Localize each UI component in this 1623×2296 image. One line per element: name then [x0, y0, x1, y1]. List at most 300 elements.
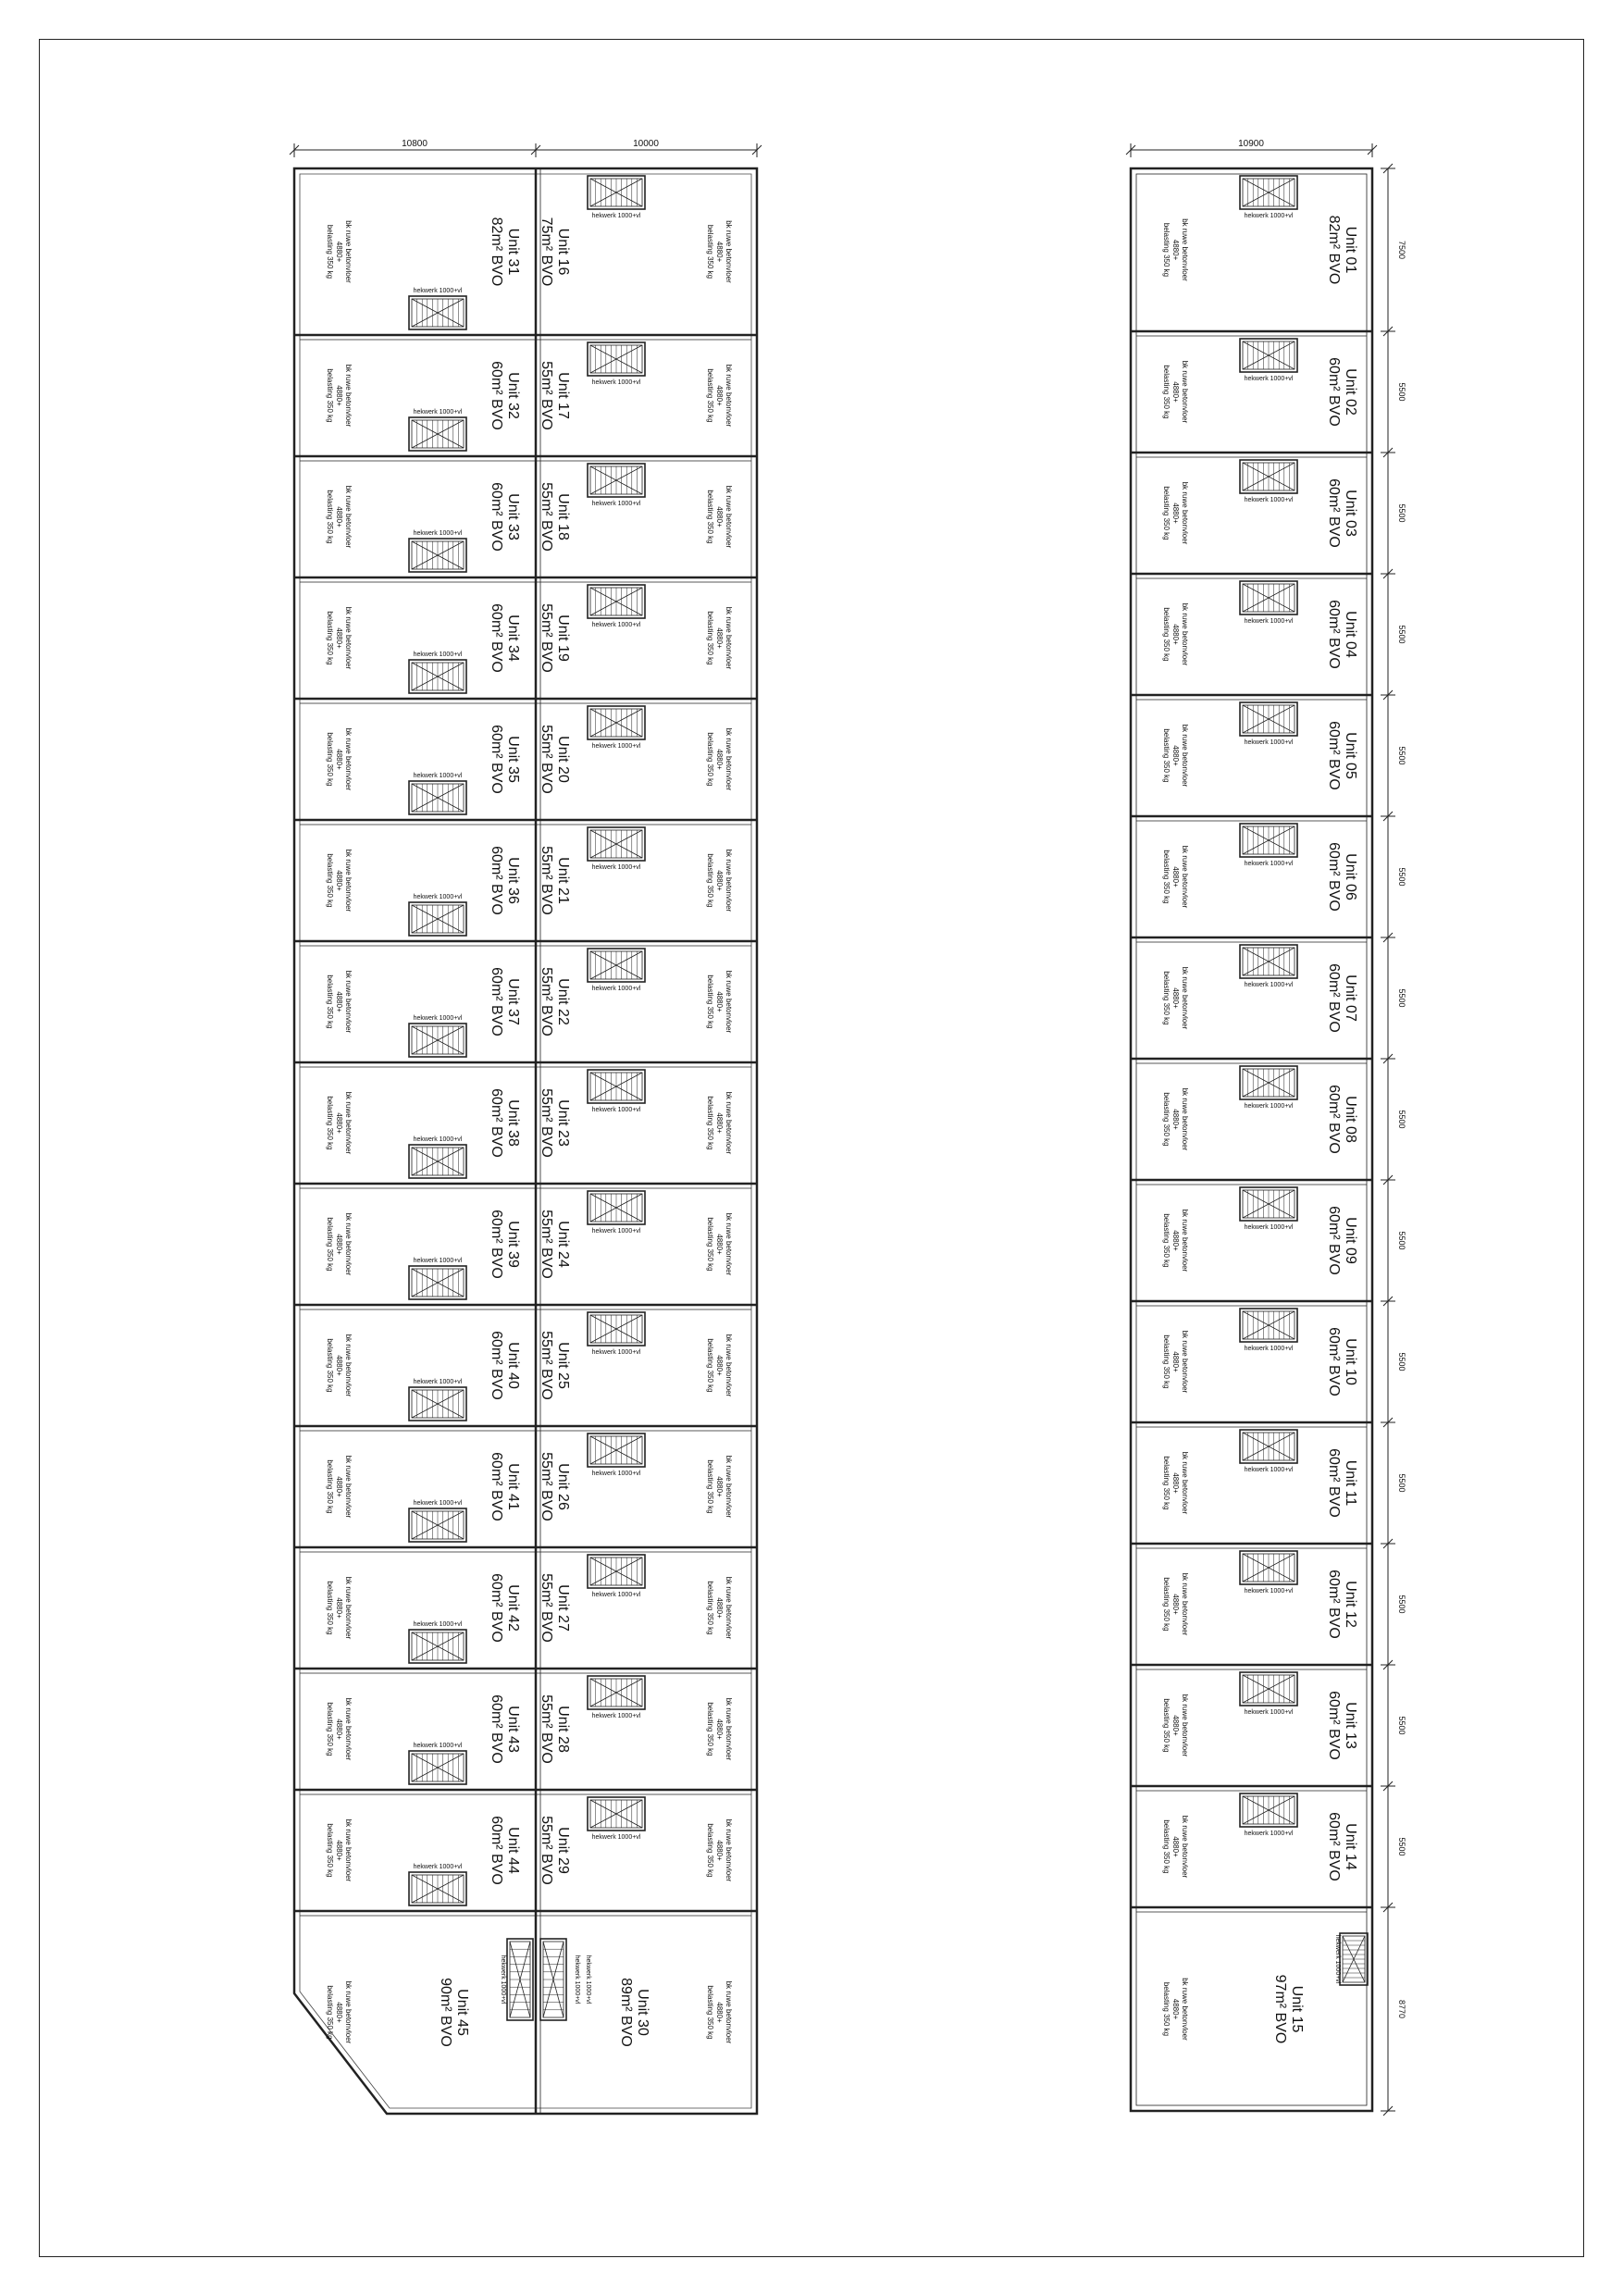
- unit-number: Unit 10: [1343, 1338, 1358, 1385]
- floor-note-line3: belasting 350 kg: [326, 1459, 334, 1514]
- stair-void-icon: [1240, 339, 1297, 372]
- floor-note-line1: bk ruwe betonvloer: [725, 1455, 733, 1519]
- floor-note-line1: bk ruwe betonvloer: [725, 220, 733, 283]
- floor-note-line2: 4880+: [335, 1719, 343, 1740]
- floor-note: [706, 1819, 733, 1882]
- floor-note-line1: bk ruwe betonvloer: [725, 485, 733, 549]
- dimension-label: 10000: [633, 139, 659, 149]
- floor-note-line2: 4880+: [335, 1112, 343, 1134]
- dimension-label: 5500: [1397, 382, 1406, 402]
- floor-note-line3: belasting 350 kg: [1162, 1698, 1171, 1753]
- floor-note-line3: belasting 350 kg: [1162, 1092, 1171, 1147]
- railing-label: hekwerk 1000+vl: [591, 213, 641, 219]
- unit-label: [489, 725, 521, 794]
- unit-area: 55m² BVO: [539, 482, 554, 552]
- unit-number: Unit 12: [1343, 1581, 1358, 1628]
- floor-note: [706, 607, 733, 670]
- floor-note-line1: bk ruwe betonvloer: [1181, 1572, 1189, 1636]
- floor-note-line3: belasting 350 kg: [1162, 1819, 1171, 1874]
- unit-area: 55m² BVO: [539, 1210, 554, 1279]
- stair-void-icon: [1340, 1933, 1368, 1985]
- unit-number: Unit 15: [1289, 1985, 1305, 2033]
- floor-note-line1: bk ruwe betonvloer: [344, 1334, 353, 1397]
- floor-note-line2: 4880+: [335, 1840, 343, 1861]
- unit-area: 55m² BVO: [539, 1452, 554, 1521]
- railing-label: hekwerk 1000+vl: [413, 1379, 463, 1385]
- floor-note: [706, 1456, 733, 1519]
- railing-label: hekwerk 1000+vl: [413, 1743, 463, 1749]
- unit-number: Unit 14: [1343, 1823, 1358, 1870]
- unit-number: Unit 38: [505, 1099, 521, 1147]
- floor-note: [1162, 1331, 1189, 1394]
- unit-number: Unit 13: [1343, 1702, 1358, 1749]
- floor-note-line2: 4880+: [1171, 1472, 1180, 1494]
- unit-number: Unit 05: [1343, 732, 1358, 779]
- railing-label: hekwerk 1000+vl: [413, 773, 463, 779]
- unit-label: [489, 1210, 521, 1279]
- unit-number: Unit 17: [555, 372, 571, 419]
- floor-note-line2: 4880+: [335, 1476, 343, 1497]
- unit-number: Unit 26: [555, 1463, 571, 1510]
- stair-void-icon: [1240, 581, 1297, 614]
- floor-note: [326, 1456, 353, 1519]
- railing-label: hekwerk 1000+vl: [413, 1621, 463, 1628]
- floor-note-line3: belasting 350 kg: [706, 1985, 714, 2040]
- unit-label: [618, 1978, 650, 2047]
- unit-label: [1326, 1206, 1358, 1275]
- floor-note-line1: bk ruwe betonvloer: [725, 727, 733, 791]
- unit-area: 60m² BVO: [489, 1210, 504, 1279]
- stair-void-icon: [588, 1070, 645, 1103]
- unit-area: 60m² BVO: [489, 725, 504, 794]
- railing-label: hekwerk 1000+vl: [1244, 1831, 1294, 1837]
- floor-note-line1: bk ruwe betonvloer: [1181, 1451, 1189, 1515]
- railing-label: hekwerk 1000+vl: [413, 1136, 463, 1143]
- floor-note-line2: 4880+: [715, 1112, 724, 1134]
- unit-label: [489, 967, 521, 1036]
- floor-note: [706, 971, 733, 1034]
- floor-note: [1162, 361, 1189, 424]
- dimension-label: 5500: [1397, 1837, 1406, 1856]
- unit-area: 55m² BVO: [539, 1088, 554, 1158]
- unit-label: [1326, 963, 1358, 1033]
- dimension-label: 8770: [1397, 1999, 1406, 2019]
- stair-void-icon: [1240, 945, 1297, 978]
- unit-number: Unit 36: [505, 857, 521, 904]
- floor-note-line2: 4880+: [335, 991, 343, 1012]
- stair-void-icon: [588, 706, 645, 739]
- railing-label: hekwerk 1000+vl: [1244, 213, 1294, 219]
- unit-number: Unit 39: [505, 1221, 521, 1268]
- unit-area: 75m² BVO: [539, 217, 554, 287]
- unit-label: [489, 1573, 521, 1643]
- floor-note: [706, 1698, 733, 1761]
- unit-label: [1326, 216, 1358, 285]
- floor-note-line3: belasting 350 kg: [326, 974, 334, 1029]
- unit-area: 55m² BVO: [539, 1573, 554, 1643]
- floor-note: [326, 365, 353, 428]
- floor-note-line3: belasting 350 kg: [1162, 1981, 1171, 2037]
- railing-label: hekwerk 1000+vl: [1244, 861, 1294, 867]
- floor-note-line2: 4880+: [715, 1234, 724, 1255]
- floor-note-line2: 4880+: [715, 627, 724, 649]
- unit-area: 55m² BVO: [539, 846, 554, 915]
- unit-area: 60m² BVO: [489, 967, 504, 1036]
- railing-label: hekwerk 1000+vl: [591, 864, 641, 871]
- unit-number: Unit 20: [555, 736, 571, 783]
- railing-label: hekwerk 1000+vl: [1244, 376, 1294, 382]
- unit-area: 60m² BVO: [1326, 1327, 1342, 1396]
- railing-label: hekwerk 1000+vl: [591, 501, 641, 507]
- floor-note: [1162, 967, 1189, 1030]
- floor-note-line3: belasting 350 kg: [706, 611, 714, 665]
- unit-number: Unit 07: [1343, 974, 1358, 1022]
- unit-area: 55m² BVO: [539, 967, 554, 1036]
- unit-area: 60m² BVO: [489, 846, 504, 915]
- unit-label: [539, 217, 571, 287]
- floor-note-line3: belasting 350 kg: [706, 1217, 714, 1272]
- floor-note-line2: 4880+: [715, 1476, 724, 1497]
- floor-note-line2: 4880+: [715, 506, 724, 527]
- unit-area: 60m² BVO: [1326, 1085, 1342, 1154]
- floor-note-line3: belasting 350 kg: [326, 853, 334, 908]
- floor-note-line2: 4880+: [1171, 381, 1180, 403]
- floor-note-line3: belasting 350 kg: [1162, 1577, 1171, 1632]
- unit-label: [489, 1694, 521, 1764]
- unit-area: 60m² BVO: [1326, 1812, 1342, 1881]
- unit-label: [1272, 1975, 1305, 2044]
- unit-number: Unit 34: [505, 614, 521, 662]
- unit-area: 55m² BVO: [539, 725, 554, 794]
- floor-note: [1162, 1694, 1189, 1757]
- unit-label: [1326, 1448, 1358, 1518]
- stair-void-icon: [1240, 460, 1297, 493]
- floor-note-line1: bk ruwe betonvloer: [1181, 1209, 1189, 1272]
- dimension-label: 5500: [1397, 1473, 1406, 1493]
- floor-note-line2: 4880+: [1171, 1998, 1180, 2020]
- railing-label: hekwerk 1000+vl: [591, 1471, 641, 1477]
- stair-void-icon: [409, 1145, 466, 1178]
- unit-number: Unit 25: [555, 1342, 571, 1389]
- unit-area: 60m² BVO: [489, 1816, 504, 1885]
- stair-void-icon: [409, 902, 466, 936]
- floor-note-line2: 4880+: [1171, 1836, 1180, 1857]
- floor-note: [326, 1577, 353, 1640]
- railing-label: hekwerk 1000+vl: [1244, 1224, 1294, 1231]
- floor-note-line2: 4880+: [335, 1355, 343, 1376]
- floor-note-line3: belasting 350 kg: [1162, 728, 1171, 783]
- floor-note-line2: 4880+: [715, 749, 724, 770]
- floor-note-line3: belasting 350 kg: [706, 224, 714, 279]
- floor-note-line3: belasting 350 kg: [326, 1985, 334, 2040]
- floor-note: [706, 486, 733, 549]
- unit-label: [1326, 1812, 1358, 1881]
- floor-note-line1: bk ruwe betonvloer: [1181, 481, 1189, 545]
- floor-note-line2: 4880+: [1171, 503, 1180, 524]
- floor-note-line3: belasting 350 kg: [706, 732, 714, 787]
- unit-area: 60m² BVO: [489, 1452, 504, 1521]
- left-building: [290, 139, 762, 2114]
- unit-area: 60m² BVO: [1326, 600, 1342, 669]
- floor-note-line2: 4880+: [335, 241, 343, 263]
- floor-note: [1162, 725, 1189, 788]
- floor-note-line3: belasting 350 kg: [326, 1338, 334, 1393]
- unit-number: Unit 44: [505, 1827, 521, 1874]
- floor-note-line1: bk ruwe betonvloer: [344, 1455, 353, 1519]
- floor-note: [326, 728, 353, 791]
- floor-note: [706, 1213, 733, 1276]
- floor-note: [706, 1092, 733, 1155]
- floor-note-line3: belasting 350 kg: [706, 853, 714, 908]
- railing-label: hekwerk 1000+vl: [591, 379, 641, 386]
- floor-note-line3: belasting 350 kg: [1162, 1334, 1171, 1389]
- floor-note-line2: 4880+: [335, 506, 343, 527]
- dimension-label: 7500: [1397, 240, 1406, 260]
- floor-note-line1: bk ruwe betonvloer: [344, 364, 353, 428]
- railing-label: hekwerk 1000+vl: [413, 530, 463, 537]
- unit-label: [1326, 721, 1358, 790]
- floor-note-line1: bk ruwe betonvloer: [344, 849, 353, 912]
- railing-label: hekwerk 1000+vl: [1244, 982, 1294, 988]
- floor-note-line3: belasting 350 kg: [326, 1823, 334, 1878]
- floor-note-line1: bk ruwe betonvloer: [725, 1980, 733, 2044]
- unit-label: [1326, 1327, 1358, 1396]
- railing-label: hekwerk 1000+vl: [413, 1258, 463, 1264]
- unit-label: [1326, 478, 1358, 548]
- stair-void-icon: [409, 417, 466, 451]
- floor-note-line1: bk ruwe betonvloer: [344, 220, 353, 283]
- floor-note-line3: belasting 350 kg: [706, 1459, 714, 1514]
- unit-number: Unit 09: [1343, 1217, 1358, 1264]
- unit-area: 60m² BVO: [489, 482, 504, 552]
- floor-note-line3: belasting 350 kg: [326, 1096, 334, 1150]
- floor-note-line1: bk ruwe betonvloer: [1181, 724, 1189, 788]
- railing-label: hekwerk 1000+vl: [413, 409, 463, 416]
- railing-label: hekwerk 1000+vl: [413, 894, 463, 900]
- stair-void-icon: [588, 176, 645, 209]
- unit-area: 60m² BVO: [1326, 478, 1342, 548]
- unit-label: [539, 1331, 571, 1400]
- unit-number: Unit 18: [555, 493, 571, 540]
- unit-number: Unit 19: [555, 614, 571, 662]
- floor-note: [706, 1981, 733, 2044]
- stair-void-icon: [588, 827, 645, 861]
- unit-number: Unit 23: [555, 1099, 571, 1147]
- floor-note: [326, 1334, 353, 1397]
- floor-note-line1: bk ruwe betonvloer: [344, 1697, 353, 1761]
- stair-void-icon: [409, 1751, 466, 1784]
- dimension-label: 5500: [1397, 1716, 1406, 1735]
- floor-note-line1: bk ruwe betonvloer: [344, 485, 353, 549]
- stair-void-icon: [1240, 1430, 1297, 1463]
- floor-note: [1162, 603, 1189, 666]
- floor-note-line2: 4880+: [1171, 1230, 1180, 1251]
- unit-number: Unit 29: [555, 1827, 571, 1874]
- stair-void-icon: [1240, 1309, 1297, 1342]
- unit-label: [539, 725, 571, 794]
- floor-note: [326, 971, 353, 1034]
- unit-number: Unit 42: [505, 1584, 521, 1632]
- stair-void-icon: [409, 1872, 466, 1905]
- floor-note: [1162, 1816, 1189, 1879]
- stair-void-icon: [588, 1797, 645, 1831]
- railing-label: hekwerk 1000+vl: [413, 652, 463, 658]
- floor-note-line3: belasting 350 kg: [326, 1217, 334, 1272]
- stair-void-icon: [1240, 702, 1297, 736]
- floor-note: [326, 607, 353, 670]
- unit-number: Unit 28: [555, 1706, 571, 1753]
- floor-note-line2: 4880+: [335, 2002, 343, 2023]
- railing-label: hekwerk 1000+vl: [1244, 1588, 1294, 1595]
- floor-note: [326, 220, 353, 283]
- railing-label: hekwerk 1000+vl: [1244, 1709, 1294, 1716]
- stair-void-icon: [409, 539, 466, 572]
- stair-void-icon: [588, 1433, 645, 1467]
- unit-number: Unit 04: [1343, 611, 1358, 658]
- unit-area: 82m² BVO: [489, 217, 504, 287]
- unit-area: 55m² BVO: [539, 1816, 554, 1885]
- railing-label: hekwerk 1000+vl: [591, 1349, 641, 1356]
- unit-label: [539, 1452, 571, 1521]
- floor-note-line2: 4880+: [715, 1355, 724, 1376]
- floor-note: [1162, 482, 1189, 545]
- unit-number: Unit 02: [1343, 368, 1358, 416]
- unit-area: 60m² BVO: [489, 1694, 504, 1764]
- floor-note-line2: 4880+: [1171, 239, 1180, 261]
- floor-note-line3: belasting 350 kg: [326, 611, 334, 665]
- stair-void-icon: [1240, 824, 1297, 857]
- floor-note-line1: bk ruwe betonvloer: [1181, 966, 1189, 1030]
- unit-area: 60m² BVO: [1326, 721, 1342, 790]
- unit-area: 89m² BVO: [618, 1978, 634, 2047]
- unit-label: [1326, 357, 1358, 427]
- floor-note-line2: 4880+: [1171, 866, 1180, 887]
- railing-label: hekwerk 1000+vl: [585, 1955, 591, 2004]
- unit-area: 60m² BVO: [489, 361, 504, 430]
- stair-void-icon: [409, 1630, 466, 1663]
- floor-note-line3: belasting 350 kg: [326, 490, 334, 544]
- floor-note-line1: bk ruwe betonvloer: [725, 606, 733, 670]
- floor-note-line2: 4880+: [1171, 1351, 1180, 1372]
- floor-note-line3: belasting 350 kg: [706, 1823, 714, 1878]
- floor-note-line1: bk ruwe betonvloer: [1181, 1815, 1189, 1879]
- floor-note-line2: 4880+: [715, 991, 724, 1012]
- floor-note-line1: bk ruwe betonvloer: [1181, 1694, 1189, 1757]
- unit-label: [489, 1452, 521, 1521]
- dimension-label: 5500: [1397, 1231, 1406, 1250]
- stair-void-icon: [1240, 1551, 1297, 1584]
- unit-area: 60m² BVO: [1326, 963, 1342, 1033]
- stair-void-icon: [1240, 176, 1297, 209]
- unit-number: Unit 08: [1343, 1096, 1358, 1143]
- floor-note: [706, 1577, 733, 1640]
- unit-label: [539, 1694, 571, 1764]
- unit-number: Unit 27: [555, 1584, 571, 1632]
- railing-label: hekwerk 1000+vl: [591, 622, 641, 628]
- floor-note-line1: bk ruwe betonvloer: [1181, 1087, 1189, 1151]
- unit-label: [489, 1816, 521, 1885]
- unit-area: 55m² BVO: [539, 1331, 554, 1400]
- dimension-top-left: [290, 139, 762, 157]
- unit-label: [539, 967, 571, 1036]
- railing-label: hekwerk 1000+vl: [1244, 497, 1294, 503]
- floor-note-line3: belasting 350 kg: [1162, 1213, 1171, 1268]
- unit-label: [539, 1210, 571, 1279]
- railing-label: hekwerk 1000+vl: [1244, 739, 1294, 746]
- floor-note-line3: belasting 350 kg: [1162, 850, 1171, 904]
- dimension-side-right: [1381, 164, 1406, 2116]
- dimension-label: 5500: [1397, 867, 1406, 887]
- railing-label: hekwerk 1000+vl: [500, 1955, 506, 2004]
- unit-number: Unit 01: [1343, 226, 1358, 274]
- floor-note-line1: bk ruwe betonvloer: [1181, 218, 1189, 281]
- floor-note: [706, 220, 733, 283]
- stair-void-icon: [588, 464, 645, 497]
- floor-note-line1: bk ruwe betonvloer: [725, 1091, 733, 1155]
- floor-note: [1162, 1210, 1189, 1272]
- floor-note-line2: 4880+: [715, 870, 724, 891]
- floor-note-line1: bk ruwe betonvloer: [344, 1091, 353, 1155]
- unit-label: [1326, 600, 1358, 669]
- left-outline-inner: [300, 174, 751, 2108]
- floor-note-line2: 4880+: [715, 1719, 724, 1740]
- unit-area: 60m² BVO: [489, 1573, 504, 1643]
- unit-label: [489, 361, 521, 430]
- dimension-label: 5500: [1397, 1110, 1406, 1129]
- floor-note-line1: bk ruwe betonvloer: [344, 1980, 353, 2044]
- unit-label: [539, 603, 571, 673]
- unit-label: [489, 846, 521, 915]
- railing-label: hekwerk 1000+vl: [413, 1015, 463, 1022]
- floor-note: [1162, 846, 1189, 909]
- floor-note: [706, 365, 733, 428]
- floor-note-line1: bk ruwe betonvloer: [344, 606, 353, 670]
- unit-area: 60m² BVO: [1326, 1691, 1342, 1760]
- floor-note-line1: bk ruwe betonvloer: [1181, 845, 1189, 909]
- floor-note-line1: bk ruwe betonvloer: [344, 1576, 353, 1640]
- floor-note-line3: belasting 350 kg: [1162, 486, 1171, 540]
- floor-note-line3: belasting 350 kg: [326, 732, 334, 787]
- railing-label: hekwerk 1000+vl: [591, 743, 641, 750]
- stair-void-icon: [409, 1024, 466, 1057]
- stair-void-icon: [409, 1508, 466, 1542]
- stair-void-icon: [1240, 1672, 1297, 1706]
- unit-area: 60m² BVO: [489, 1088, 504, 1158]
- floor-note: [706, 1334, 733, 1397]
- floor-note-line3: belasting 350 kg: [706, 1702, 714, 1756]
- railing-label: hekwerk 1000+vl: [591, 1834, 641, 1841]
- railing-label: hekwerk 1000+vl: [1244, 1467, 1294, 1473]
- floor-note-line1: bk ruwe betonvloer: [344, 1818, 353, 1882]
- railing-label: hekwerk 1000+vl: [413, 288, 463, 294]
- floor-note-line1: bk ruwe betonvloer: [344, 727, 353, 791]
- railing-label: hekwerk 1000+vl: [1244, 1103, 1294, 1110]
- stair-void-icon: [1240, 1066, 1297, 1099]
- floor-note-line1: bk ruwe betonvloer: [725, 1818, 733, 1882]
- unit-number: Unit 11: [1343, 1459, 1358, 1507]
- unit-number: Unit 21: [555, 857, 571, 904]
- unit-number: Unit 22: [555, 978, 571, 1025]
- stair-void-icon: [1240, 1187, 1297, 1221]
- unit-area: 55m² BVO: [539, 1694, 554, 1764]
- unit-area: 60m² BVO: [1326, 1570, 1342, 1639]
- unit-label: [539, 482, 571, 552]
- floor-note-line2: 4880+: [715, 1840, 724, 1861]
- railing-label: hekwerk 1000+vl: [1244, 618, 1294, 625]
- dimension-label: 5500: [1397, 988, 1406, 1008]
- floor-note-line1: bk ruwe betonvloer: [725, 1576, 733, 1640]
- unit-number: Unit 31: [505, 228, 521, 276]
